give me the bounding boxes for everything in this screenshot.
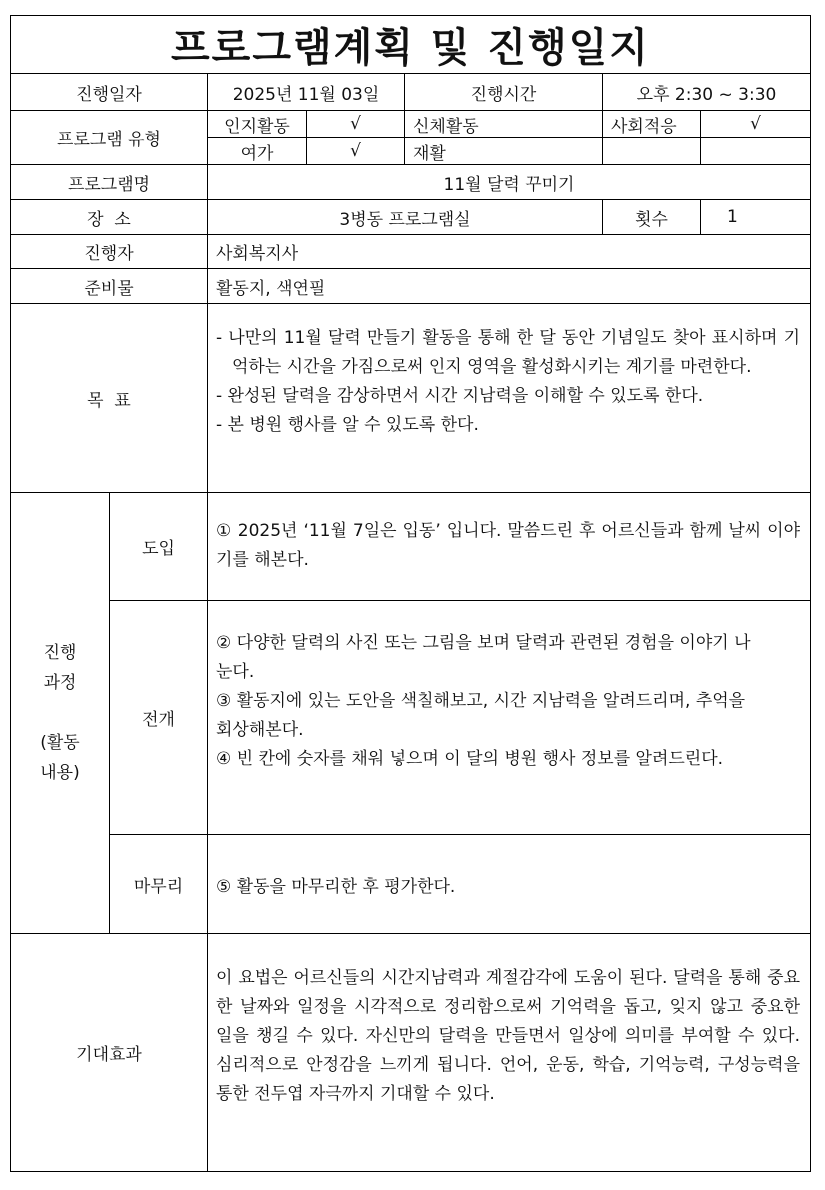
closing-text: ⑤ 활동을 마무리한 후 평가한다. (216, 876, 456, 897)
intro-content (208, 493, 810, 601)
closing-label: 마무리 (110, 835, 208, 934)
document-title: 프로그램계획 및 진행일지 (11, 16, 810, 74)
time-label: 진행시간 (405, 74, 603, 111)
host-value: 사회복지사 (208, 235, 810, 269)
process-label-line: 내용) (40, 763, 80, 783)
development-step: ④ 빈 칸에 숫자를 채워 넣으며 이 달의 병원 행사 정보를 알려드린다. (216, 749, 724, 769)
goal-item: - 나만의 11월 달력 만들기 활동을 통해 한 달 동안 기념일도 찾아 표시하며 기억하는 시간을 가짐으로써 인지 영역을 활성화시키는 계기를 마련한다. (216, 328, 800, 377)
program-type-label: 프로그램 유형 (11, 111, 208, 165)
count-value: 1 (701, 200, 810, 235)
goal-item: - 본 병원 행사를 알 수 있도록 한다. (216, 415, 479, 435)
goal-content (208, 304, 810, 493)
process-label-line: (활동 (40, 733, 80, 753)
closing-content (208, 835, 810, 934)
development-step: ③ 활동지에 있는 도안을 색칠해보고, 시간 지남력을 알려드리며, 추억을 회상해본다. (216, 691, 746, 740)
development-step: ② 다양한 달력의 사진 또는 그림을 보며 달력과 관련된 경험을 이야기 나눈다. (216, 633, 751, 682)
effect-text: 이 요법은 어르신들의 시간지남력과 계절감각에 도움이 된다. 달력을 통해 중요한 날짜와 일정을 시각적으로 정리함으로써 기억력을 돕고, 잊지 않고 중요한 일을 챙길 수 있다. 자신만의 달력을 만들면서 일상에 의미를 부여할 수 있다. 심리적으로 안정감을 느끼게 됩니다. 언어, 운동, 학습, 기억능력, 구성능력을 통한 전두엽 자극까지 기대할 수 있다. (216, 968, 800, 1104)
place-label: 장 소 (11, 200, 208, 235)
goal-item: - 완성된 달력을 감상하면서 시간 지남력을 이해할 수 있도록 한다. (216, 386, 704, 406)
type-leisure-check: √ (307, 138, 405, 165)
host-label: 진행자 (11, 235, 208, 269)
development-content (208, 601, 810, 835)
effect-content (208, 934, 810, 1171)
program-name-value: 11월 달력 꾸미기 (208, 165, 810, 200)
type-rehab: 재활 (405, 138, 603, 165)
materials-value: 활동지, 색연필 (208, 269, 810, 304)
development-label: 전개 (110, 601, 208, 835)
goal-label: 목 표 (11, 304, 208, 493)
date-value: 2025년 11월 03일 (208, 74, 405, 111)
type-empty-check (701, 138, 810, 165)
process-label-line: 과정 (43, 673, 77, 693)
type-cognitive-check: √ (307, 111, 405, 138)
type-leisure: 여가 (208, 138, 307, 165)
type-empty (603, 138, 701, 165)
development-lines (216, 629, 800, 774)
process-label-line: 진행 (43, 643, 77, 663)
type-physical: 신체활동 (405, 111, 603, 138)
intro-label: 도입 (110, 493, 208, 601)
type-cognitive: 인지활동 (208, 111, 307, 138)
intro-text: ① 2025년 ‘11월 7일은 입동’ 입니다. 말씀드린 후 어르신들과 함께 날씨 이야기를 해본다. (216, 521, 800, 570)
date-label: 진행일자 (11, 74, 208, 111)
effect-label: 기대효과 (11, 934, 208, 1171)
count-label: 횟수 (603, 200, 701, 235)
materials-label: 준비물 (11, 269, 208, 304)
type-social-check: √ (701, 111, 810, 138)
time-value: 오후 2:30 ~ 3:30 (603, 74, 810, 111)
program-plan-document (10, 15, 811, 1172)
process-label (11, 493, 110, 934)
program-name-label: 프로그램명 (11, 165, 208, 200)
place-value: 3병동 프로그램실 (208, 200, 603, 235)
type-social: 사회적응 (603, 111, 701, 138)
